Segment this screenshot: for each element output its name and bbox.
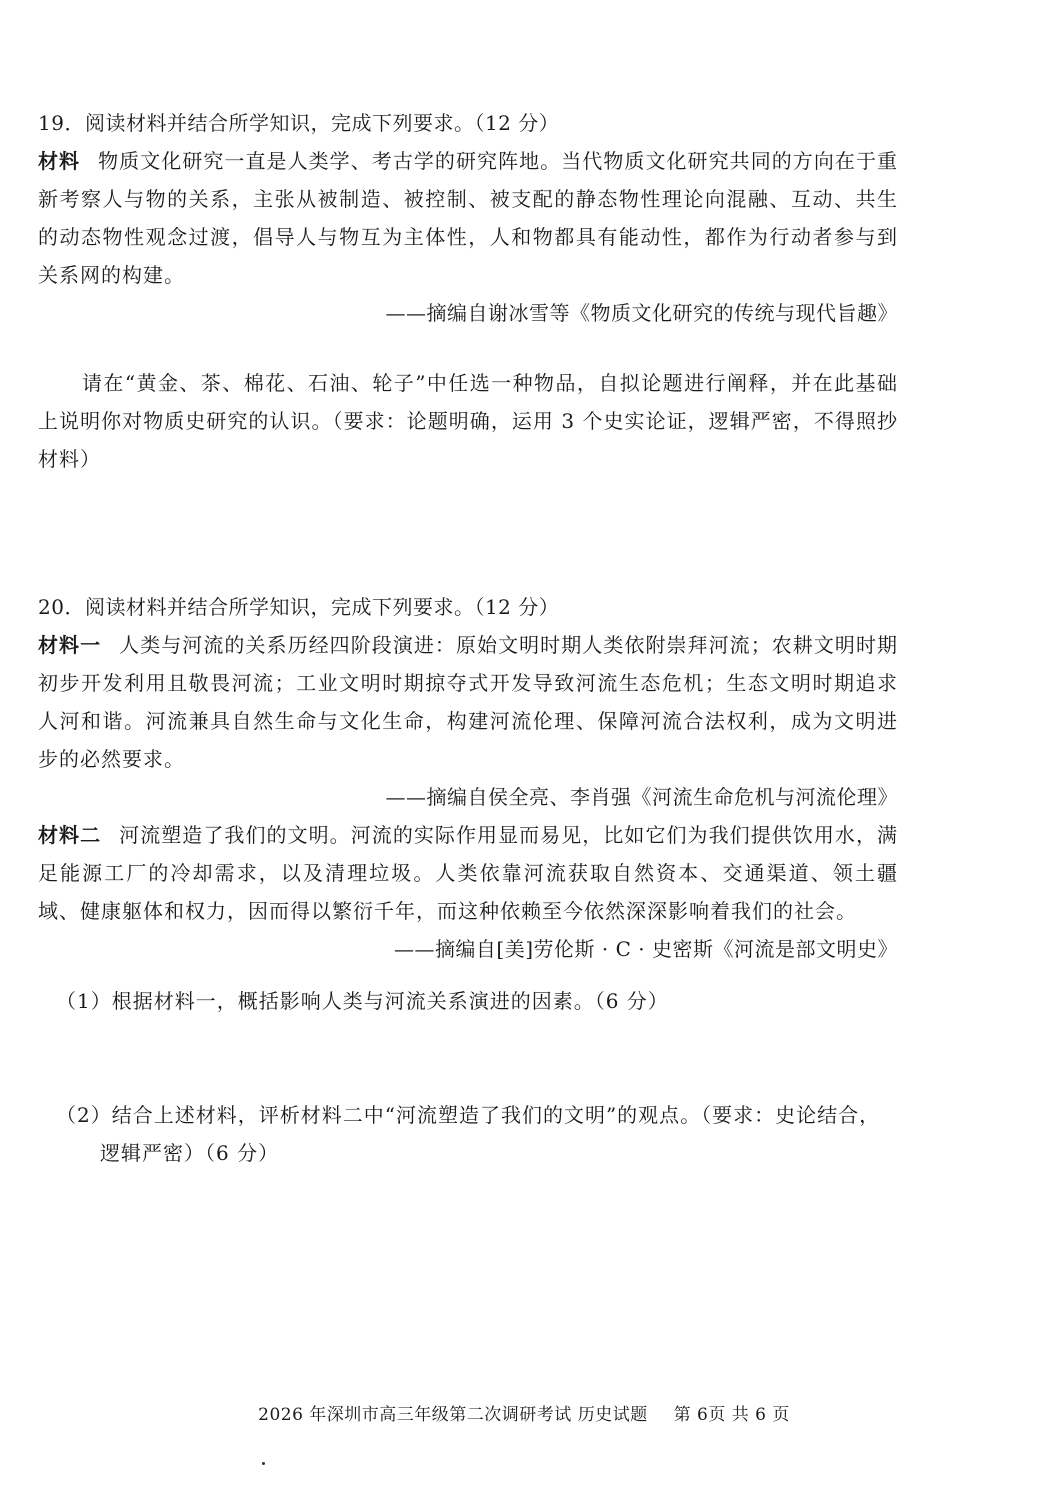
- q20-material-1: [38, 626, 898, 778]
- q20-source-2: ——摘编自[美]劳伦斯 · C · 史密斯《河流是部文明史》: [393, 937, 898, 961]
- q20-source-1: ——摘编自侯全亮、李肖强《河流生命危机与河流伦理》: [385, 785, 898, 809]
- page-footer: [0, 1400, 1048, 1425]
- footer-page-info: 第 6页 共 6 页: [673, 1405, 790, 1425]
- q20-material-1-text: 人类与河流的关系历经四阶段演进：原始文明时期人类依附崇拜河流；农耕文明时期初步开发利用且敬畏河流；工业文明时期掠夺式开发导致河流生态危机；生态文明时期追求人河和谐。河流兼具自然生命与文化生命，构建河流伦理、保障河流合法权利，成为文明进步的必然要求。: [38, 633, 899, 771]
- q19-prompt-block: [38, 364, 898, 478]
- q20-material-2-text: 河流塑造了我们的文明。河流的实际作用显而易见，比如它们为我们提供饮用水，满足能源工厂的冷却需求，以及清理垃圾。人类依靠河流获取自然资本、交通渠道、领土疆域、健康躯体和权力，因而得以繁衍千年，而这种依赖至今依然深深影响着我们的社会。: [38, 823, 899, 923]
- q19-material-text: 物质文化研究一直是人类学、考古学的研究阵地。当代物质文化研究共同的方向在于重新考察人与物的关系，主张从被制造、被控制、被支配的静态物性理论向混融、互动、共生的动态物性观念过渡，倡导人与物互为主体性，人和物都具有能动性，都作为行动者参与到关系网的构建。: [38, 149, 899, 287]
- q19-material: [38, 142, 898, 294]
- question-20: [38, 588, 898, 968]
- q20-sub-question-2: [38, 1096, 898, 1172]
- q20-header: 20．阅读材料并结合所学知识，完成下列要求。（12 分）: [38, 595, 560, 619]
- q19-material-label: 材料: [38, 149, 81, 173]
- q19-prompt: 请在“黄金、茶、棉花、石油、轮子”中任选一种物品，自拟论题进行阐释，并在此基础上说明你对物质史研究的认识。（要求：论题明确，运用 3 个史实论证，逻辑严密，不得照抄材料）: [38, 371, 898, 471]
- q20-material-2: [38, 816, 898, 930]
- q20-sub1: （1）根据材料一，概括影响人类与河流关系演进的因素。（6 分）: [56, 989, 669, 1013]
- scan-speck: [262, 1462, 265, 1465]
- q20-material-1-label: 材料一: [38, 633, 102, 657]
- footer-exam-title: 2026 年深圳市高三年级第二次调研考试 历史试题: [258, 1405, 648, 1425]
- q19-header: 19．阅读材料并结合所学知识，完成下列要求。（12 分）: [38, 111, 560, 135]
- question-19: [38, 104, 898, 332]
- q20-sub-question-1: [38, 982, 898, 1020]
- q20-sub2: （2）结合上述材料，评析材料二中“河流塑造了我们的文明”的观点。（要求：史论结合，逻辑严密）（6 分）: [56, 1103, 881, 1165]
- q19-source: ——摘编自谢冰雪等《物质文化研究的传统与现代旨趣》: [385, 301, 898, 325]
- q20-material-2-label: 材料二: [38, 823, 102, 847]
